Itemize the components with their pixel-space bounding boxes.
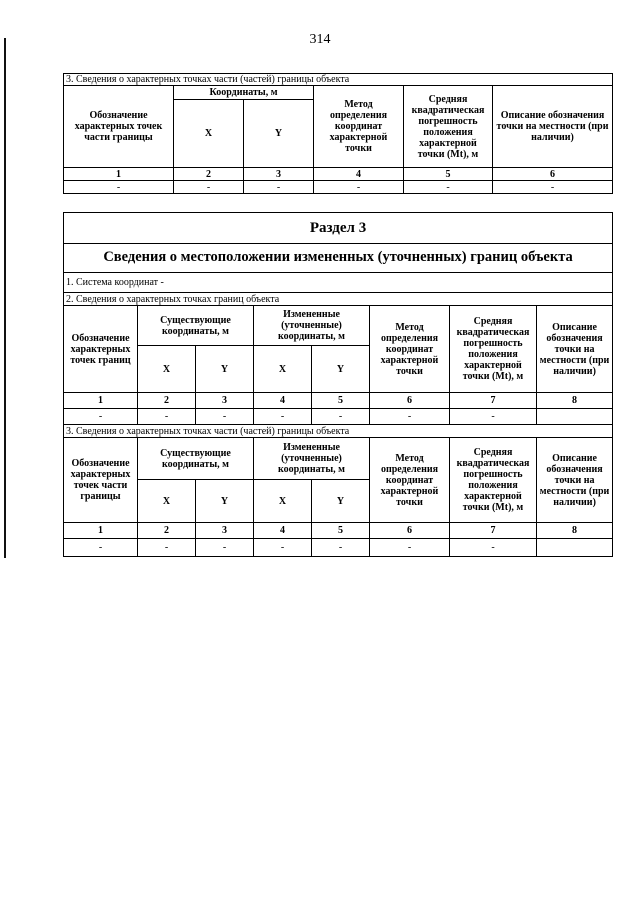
col-y: Y	[244, 100, 314, 168]
col-method: Метод определения координат характерной точки	[370, 306, 450, 393]
table-cell: -	[254, 409, 312, 425]
section-3-table	[63, 212, 613, 557]
table-caption: 3. Сведения о характерных точках части (частей) границы объекта	[64, 74, 613, 86]
section-subtitle: Сведения о местоположении измененных (уточненных) границ объекта	[64, 244, 613, 273]
table-cell: -	[64, 539, 138, 557]
table-cell: -	[196, 539, 254, 557]
col-number: 8	[537, 523, 613, 539]
table-cell: -	[312, 539, 370, 557]
col-error: Средняя квадратическая погрешность положения характерной точки (Mt), м	[404, 86, 493, 168]
table-cell: -	[254, 539, 312, 557]
col-method: Метод определения координат характерной точки	[314, 86, 404, 168]
col-existing-coordinates: Существующие координаты, м	[138, 438, 254, 480]
col-number: 6	[370, 523, 450, 539]
table-cell: -	[244, 181, 314, 194]
table-cell	[537, 409, 613, 425]
col-number: 4	[254, 523, 312, 539]
table-cell: -	[450, 539, 537, 557]
coordinate-system: 1. Система координат -	[64, 273, 613, 293]
col-number: 8	[537, 393, 613, 409]
col-number: 3	[196, 523, 254, 539]
col-designation: Обозначение характерных точек части границы	[64, 86, 174, 168]
col-changed-coordinates: Измененные (уточненные) координаты, м	[254, 306, 370, 346]
col-description: Описание обозначения точки на местности (при наличии)	[493, 86, 613, 168]
col-number: 7	[450, 393, 537, 409]
col-number: 2	[138, 523, 196, 539]
col-number: 2	[138, 393, 196, 409]
col-y: Y	[312, 480, 370, 523]
col-y: Y	[196, 346, 254, 393]
col-number: 6	[493, 168, 613, 181]
table-cell: -	[174, 181, 244, 194]
page-number: 314	[309, 32, 331, 47]
col-x: X	[138, 346, 196, 393]
col-number: 4	[254, 393, 312, 409]
col-number: 6	[370, 393, 450, 409]
col-x: X	[174, 100, 244, 168]
col-error: Средняя квадратическая погрешность положения характерной точки (Mt), м	[450, 438, 537, 523]
table-row	[64, 409, 613, 425]
column-numbers-row	[64, 523, 613, 539]
table-row	[64, 181, 613, 194]
col-coordinates: Координаты, м	[174, 86, 314, 100]
col-number: 1	[64, 523, 138, 539]
col-description: Описание обозначения точки на местности (при наличии)	[537, 306, 613, 393]
col-number: 1	[64, 393, 138, 409]
table-cell: -	[312, 409, 370, 425]
col-number: 4	[314, 168, 404, 181]
col-y: Y	[312, 346, 370, 393]
col-changed-coordinates: Измененные (уточненные) координаты, м	[254, 438, 370, 480]
table-part-points	[63, 73, 613, 194]
margin-bar	[4, 38, 6, 558]
col-number: 5	[312, 523, 370, 539]
table-cell: -	[64, 181, 174, 194]
table-cell: -	[138, 409, 196, 425]
col-designation: Обозначение характерных точек границ	[64, 306, 138, 393]
col-x: X	[254, 480, 312, 523]
col-designation: Обозначение характерных точек части границы	[64, 438, 138, 523]
col-number: 3	[196, 393, 254, 409]
col-number: 2	[174, 168, 244, 181]
table-caption: 3. Сведения о характерных точках части (частей) границы объекта	[64, 425, 613, 438]
table-cell: -	[314, 181, 404, 194]
col-description: Описание обозначения точки на местности (при наличии)	[537, 438, 613, 523]
col-number: 3	[244, 168, 314, 181]
col-number: 5	[312, 393, 370, 409]
table-cell	[537, 539, 613, 557]
table-row	[64, 539, 613, 557]
table-cell: -	[370, 409, 450, 425]
table-cell: -	[64, 409, 138, 425]
col-existing-coordinates: Существующие координаты, м	[138, 306, 254, 346]
col-number: 7	[450, 523, 537, 539]
col-x: X	[254, 346, 312, 393]
table-cell: -	[450, 409, 537, 425]
table-cell: -	[370, 539, 450, 557]
col-number: 5	[404, 168, 493, 181]
section-title: Раздел 3	[64, 213, 613, 244]
table-cell: -	[196, 409, 254, 425]
col-error: Средняя квадратическая погрешность положения характерной точки (Mt), м	[450, 306, 537, 393]
table-cell: -	[404, 181, 493, 194]
column-numbers-row	[64, 168, 613, 181]
col-y: Y	[196, 480, 254, 523]
col-x: X	[138, 480, 196, 523]
col-number: 1	[64, 168, 174, 181]
table-cell: -	[138, 539, 196, 557]
table-caption: 2. Сведения о характерных точках границ объекта	[64, 293, 613, 306]
col-method: Метод определения координат характерной точки	[370, 438, 450, 523]
table-cell: -	[493, 181, 613, 194]
column-numbers-row	[64, 393, 613, 409]
